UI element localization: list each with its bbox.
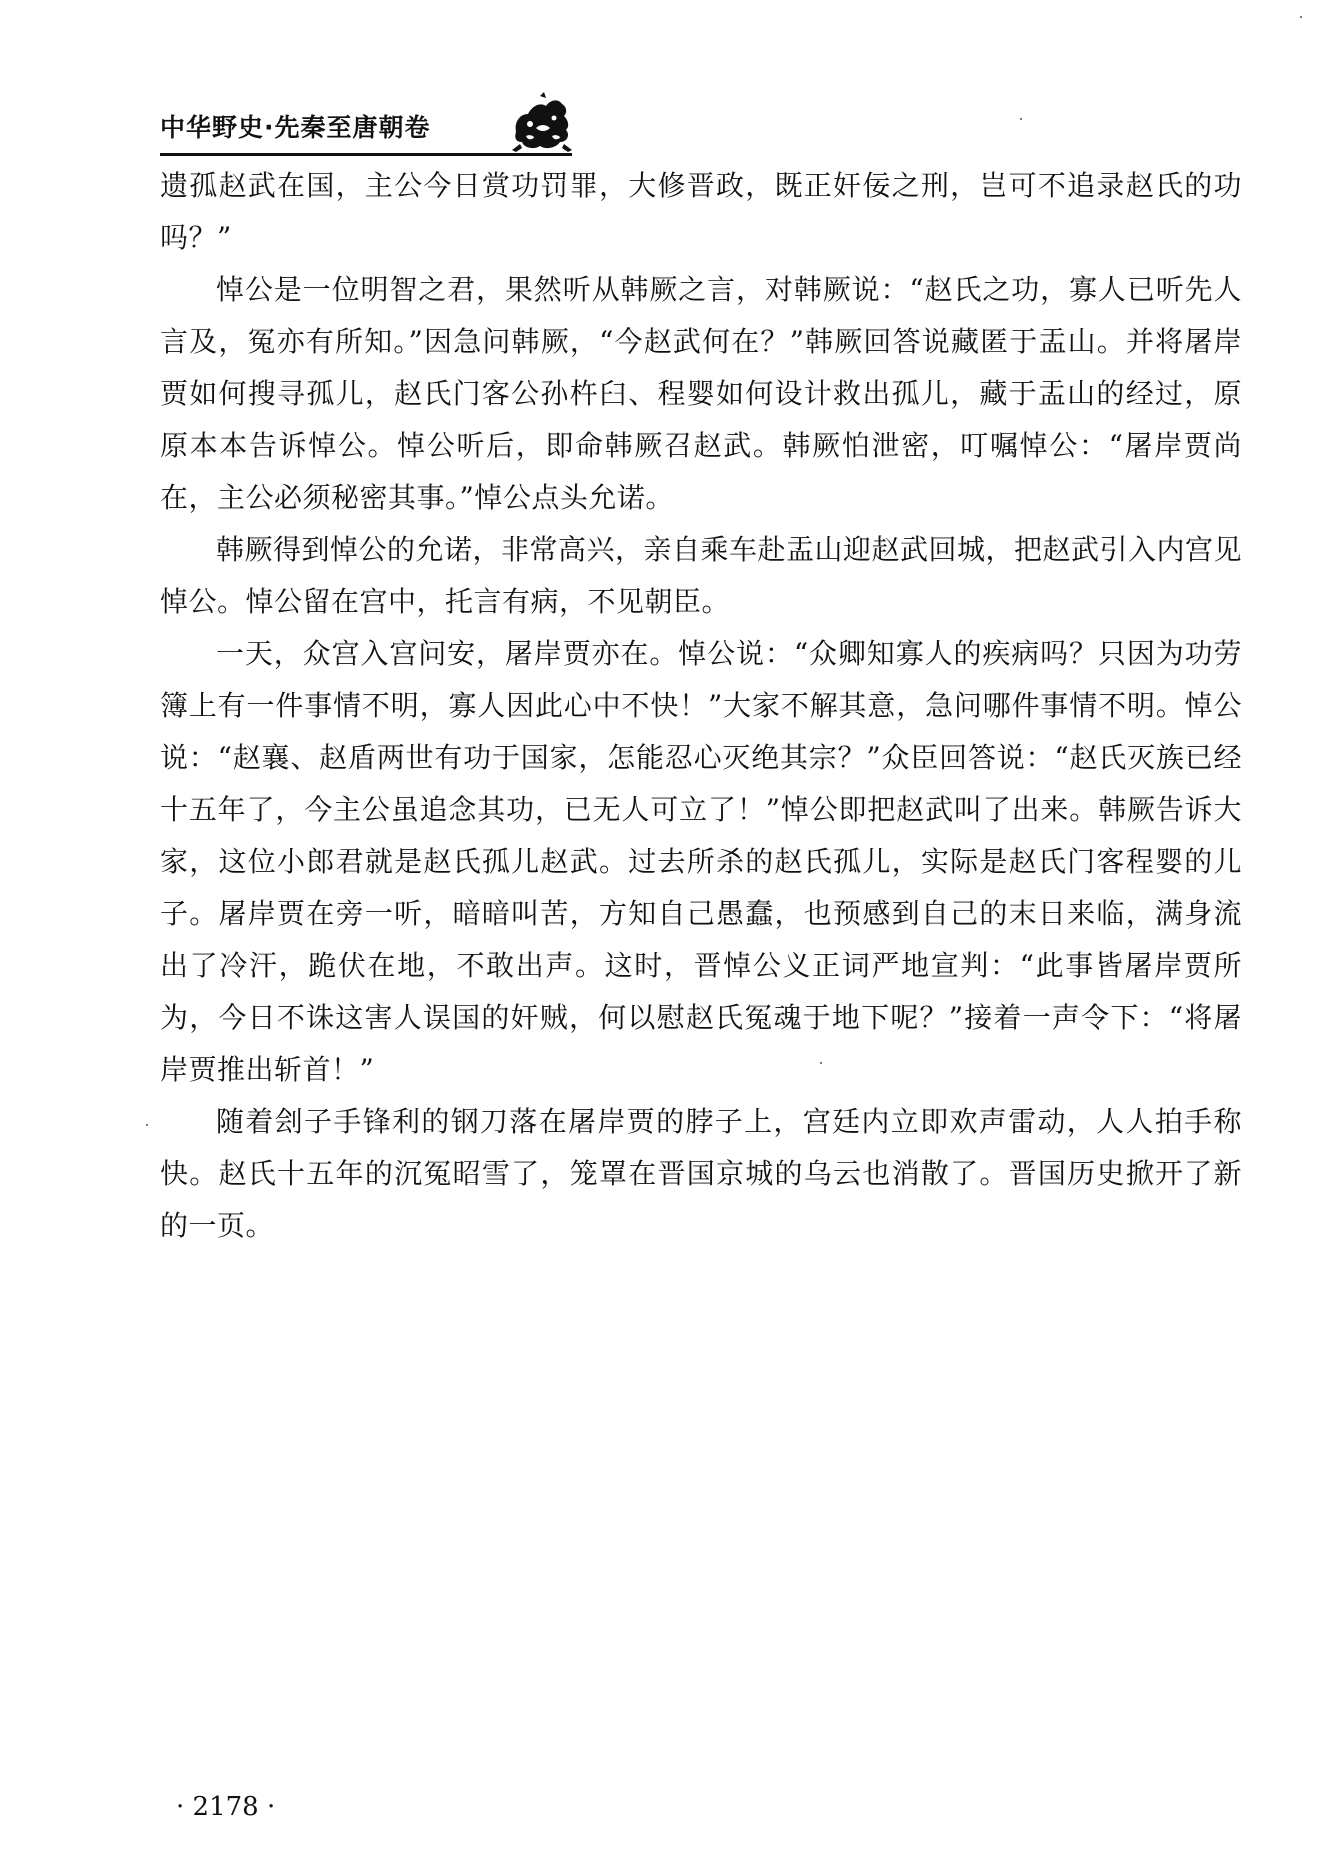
header-rule [160, 153, 572, 156]
paragraph-4: 一天，众宫入宫问安，屠岸贾亦在。悼公说：“众卿知寡人的疾病吗？只因为功劳簿上有一件事情不明，寡人因此心中不快！”大家不解其意，急问哪件事情不明。悼公说：“赵襄、赵盾两世有功于国家，怎能忍心灭绝其宗？”众臣回答说：“赵氏灭族已经十五年了，今主公虽追念其功，已无人可立了！”悼公即把赵武叫了出来。韩厥告诉大家，这位小郎君就是赵氏孤儿赵武。过去所杀的赵氏孤儿，实际是赵氏门客程婴的儿子。屠岸贾在旁一听，暗暗叫苦，方知自己愚蠢，也预感到自己的末日来临，满身流出了冷汗，跪伏在地，不敢出声。这时，晋悼公义正词严地宣判：“此事皆屠岸贾所为，今日不诛这害人误国的奸贼，何以慰赵氏冤魂于地下呢？”接着一声令下：“将屠岸贾推出斩首！” [160, 637, 1242, 1086]
running-header [160, 92, 572, 152]
article-body [160, 160, 1242, 1252]
book-title: 中华野史·先秦至唐朝卷 [160, 113, 431, 142]
paragraph-1: 遗孤赵武在国，主公今日赏功罚罪，大修晋政，既正奸佞之刑，岂可不追录赵氏的功吗？” [160, 169, 1242, 254]
page-number: · 2178 · [176, 1792, 276, 1822]
scan-speck [1020, 118, 1022, 120]
paragraph-5: 随着刽子手锋利的钢刀落在屠岸贾的脖子上，宫廷内立即欢声雷动，人人拍手称快。赵氏十五年的沉冤昭雪了，笼罩在晋国京城的乌云也消散了。晋国历史掀开了新的一页。 [160, 1105, 1242, 1242]
paragraph-2: 悼公是一位明智之君，果然听从韩厥之言，对韩厥说：“赵氏之功，寡人已听先人言及，冤亦有所知。”因急问韩厥，“今赵武何在？”韩厥回答说藏匿于盂山。并将屠岸贾如何搜寻孤儿，赵氏门客公孙杵臼、程婴如何设计救出孤儿，藏于盂山的经过，原原本本告诉悼公。悼公听后，即命韩厥召赵武。韩厥怕泄密，叮嘱悼公：“屠岸贾尚在，主公必须秘密其事。”悼公点头允诺。 [160, 273, 1242, 514]
scan-speck [1300, 16, 1302, 18]
paragraph-3: 韩厥得到悼公的允诺，非常高兴，亲自乘车赴盂山迎赵武回城，把赵武引入内宫见悼公。悼公留在宫中，托言有病，不见朝臣。 [160, 533, 1243, 618]
scan-speck [146, 1124, 148, 1126]
scan-speck [820, 1062, 822, 1064]
dragon-emblem-icon [510, 92, 574, 154]
